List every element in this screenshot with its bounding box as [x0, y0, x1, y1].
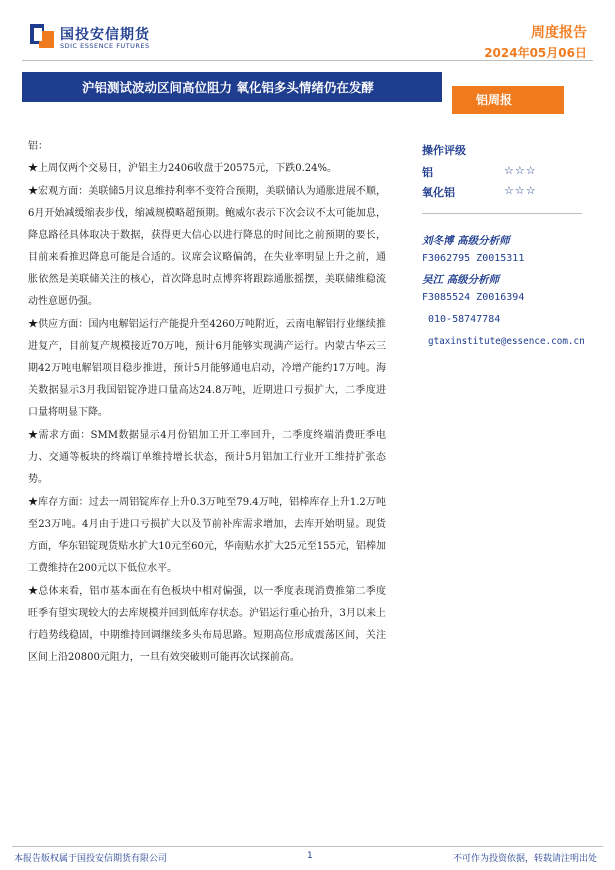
rating-heading: 操作评级 [422, 144, 466, 157]
paragraph-macro: ★宏观方面：美联储5月议息维持利率不变符合预期，美联储认为通胀进展不顺，6月开始减缓缩表步伐，缩减规模略超预期。鲍威尔表示下次会议不太可能加息，降息路径具体取决于数据，获得更大信心以进行降息的时间比之前预期的要长，目前来看推迟降息可能是合适的。议席会议略偏鸽，在失业率明显上升之前，通胀依然是美联储关注的核心，首次降息时点博弈将跟踪通胀摇摆，美联储维稳流动性意愿仍强。 [28, 186, 386, 307]
analyst-name: 刘冬博 高级分析师 [422, 235, 510, 247]
paragraph-demand: ★需求方面：SMM数据显示4月份铝加工开工率回升，二季度终端消费旺季电力、交通等板块的终端订单维持增长状态，预计5月铝加工行业开工维持扩张态势。 [28, 430, 386, 485]
report-body [28, 136, 386, 670]
company-logo-icon [30, 24, 54, 48]
analyst-license: F3062795 Z0015311 [422, 253, 525, 264]
paragraph-supply: ★供应方面：国内电解铝运行产能提升至4260万吨附近，云南电解铝行业继续推进复产，目前复产规模接近70万吨，预计6月能够实现满产运行。内蒙古华云三期42万吨电解铝项目稳步推进，预计5月能够通电启动，冷增产能约17万吨。海关数据显示3月我国铝锭净进口量高达24.8万吨，近期进口亏损扩大，二季度进口量将明显下降。 [28, 319, 386, 418]
contact-email[interactable]: gtaxinstitute@essence.com.cn [428, 336, 585, 347]
company-name-en: SDIC ESSENCE FUTURES [60, 42, 150, 50]
report-date: 2024年05月06日 [484, 46, 587, 60]
page-number: 1 [307, 851, 313, 861]
contact-phone: 010-58747784 [428, 314, 501, 325]
footer-copyright: 本报告版权属于国投安信期货有限公司 [14, 854, 168, 864]
footer-divider [12, 846, 603, 847]
paragraph-conclusion: ★总体来看，铝市基本面在有色板块中相对偏强，以一季度表现消费推第二季度旺季有望实现较大的去库规模并回到低库存状态。沪铝运行重心抬升，3月以来上行趋势线稳固，中期维持回调继续多头布局思路。短期高位形成震荡区间，关注区间上沿20800元阻力，一旦有效突破则可能再次试探前高。 [28, 586, 386, 663]
report-type: 周度报告 [531, 25, 587, 41]
paragraph-inventory: ★库存方面：过去一周铝锭库存上升0.3万吨至79.4万吨，铝棒库存上升1.2万吨至23万吨。4月由于进口亏损扩大以及节前补库需求增加，去库开始明显。现货方面，华东铝锭现货贴水扩大10元至60元，华南贴水扩大25元至155元，铝棒加工费维持在200元以下低位水平。 [28, 497, 386, 574]
rating-name: 铝 [422, 166, 433, 179]
section-heading: 铝： [28, 141, 48, 152]
paragraph-summary: ★上周仅两个交易日，沪铝主力2406收盘于20575元，下跌0.24%。 [28, 163, 338, 174]
analyst-license: F3085524 Z0016394 [422, 292, 525, 303]
rating-stars-icon: ☆☆☆ [504, 164, 537, 177]
rating-name: 氧化铝 [422, 186, 455, 199]
footer-disclaimer: 不可作为投资依据，转载请注明出处 [452, 854, 597, 864]
rating-stars-icon: ☆☆☆ [504, 184, 537, 197]
company-name-cn: 国投安信期货 [60, 27, 150, 43]
rating-row-alumina [422, 184, 537, 200]
header-divider [22, 60, 593, 61]
category-tag-label: 铝周报 [476, 93, 513, 107]
rating-row-aluminum [422, 164, 537, 180]
analyst-name: 吴江 高级分析师 [422, 274, 500, 286]
report-title: 沪铝测试波动区间高位阻力 氧化铝多头情绪仍在发酵 [82, 80, 374, 95]
sidebar-divider [422, 213, 582, 214]
